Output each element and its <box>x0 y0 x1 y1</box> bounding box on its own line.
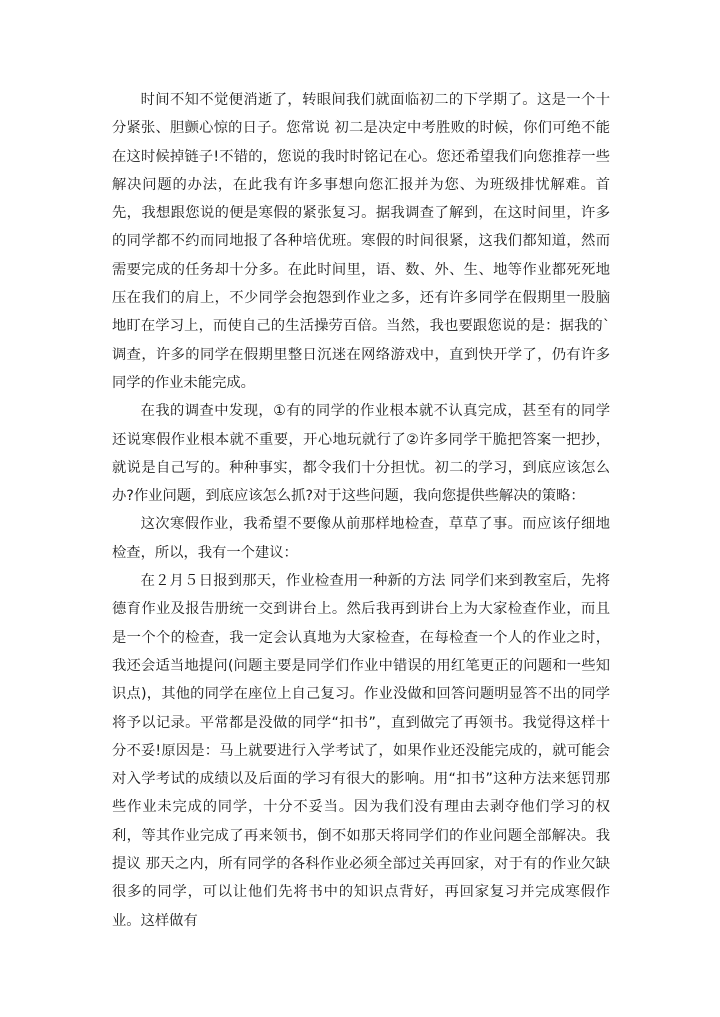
paragraph-3: 这次寒假作业，我希望不要像从前那样地检查，草草了事。而应该仔细地检查，所以，我有一个建议： <box>112 516 610 561</box>
paragraph-1: 时间不知不觉便消逝了，转眼间我们就面临初二的下学期了。这是一个十分紧张、胆颤心惊的日子。您常说 初二是决定中考胜败的时候，你们可绝不能在这时候掉链子!不错的，您说的我时时铭记在心。您还希望我们向您推荐一些解决问题的办法，在此我有许多事想向您汇报并为您、为班级排忧解难。首先，我想跟您说的便是寒假的紧张复习。据我调查了解到，在这时间里，许多的同学都不约而同地报了各种培优班。寒假的时间很紧，这我们都知道，然而需要完成的任务却十分多。在此时间里，语、数、外、生、地等作业都死死地压在我们的肩上，不少同学会抱怨到作业之多，还有许多同学在假期里一股脑地盯在学习上，而使自己的生活操劳百倍。当然，我也要跟您说的是：据我的`调查，许多的同学在假期里整日沉迷在网络游戏中，直到快开学了，仍有许多同学的作业未能完成。 <box>112 92 610 391</box>
paragraph-4: 在２月５日报到那天，作业检查用一种新的方法 同学们来到教室后，先将德育作业及报告册统一交到讲台上。然后我再到讲台上为大家检查作业，而且是一个个的检查，我一定会认真地为大家检查，在每检查一个人的作业之时，我还会适当地提问(问题主要是同学们作业中错误的用红笔更正的问题和一些知识点)，其他的同学在座位上自己复习。作业没做和回答问题明显答不出的同学将予以记录。平常都是没做的同学“扣书”，直到做完了再领书。我觉得这样十分不妥!原因是：马上就要进行入学考试了，如果作业还没能完成的，就可能会对入学考试的成绩以及后面的学习有很大的影响。用“扣书”这种方法来惩罚那些作业未完成的同学，十分不妥当。因为我们没有理由去剥夺他们学习的权利，等其作业完成了再来领书，倒不如那天将同学们的作业问题全部解决。我提议 那天之内，所有同学的各科作业必须全部过关再回家，对于有的作业欠缺很多的同学，可以让他们先将书中的知识点背好，再回家复习并完成寒假作业。这样做有 <box>112 573 610 929</box>
paragraph-2: 在我的调查中发现，①有的同学的作业根本就不认真完成，甚至有的同学还说寒假作业根本就不重要，开心地玩就行了②许多同学干脆把答案一把抄，就说是自己写的。种种事实，都令我们十分担忧。初二的学习，到底应该怎么办?作业问题，到底应该怎么抓?对于这些问题，我向您提供些解决的策略： <box>112 403 610 505</box>
document-body <box>112 86 610 935</box>
